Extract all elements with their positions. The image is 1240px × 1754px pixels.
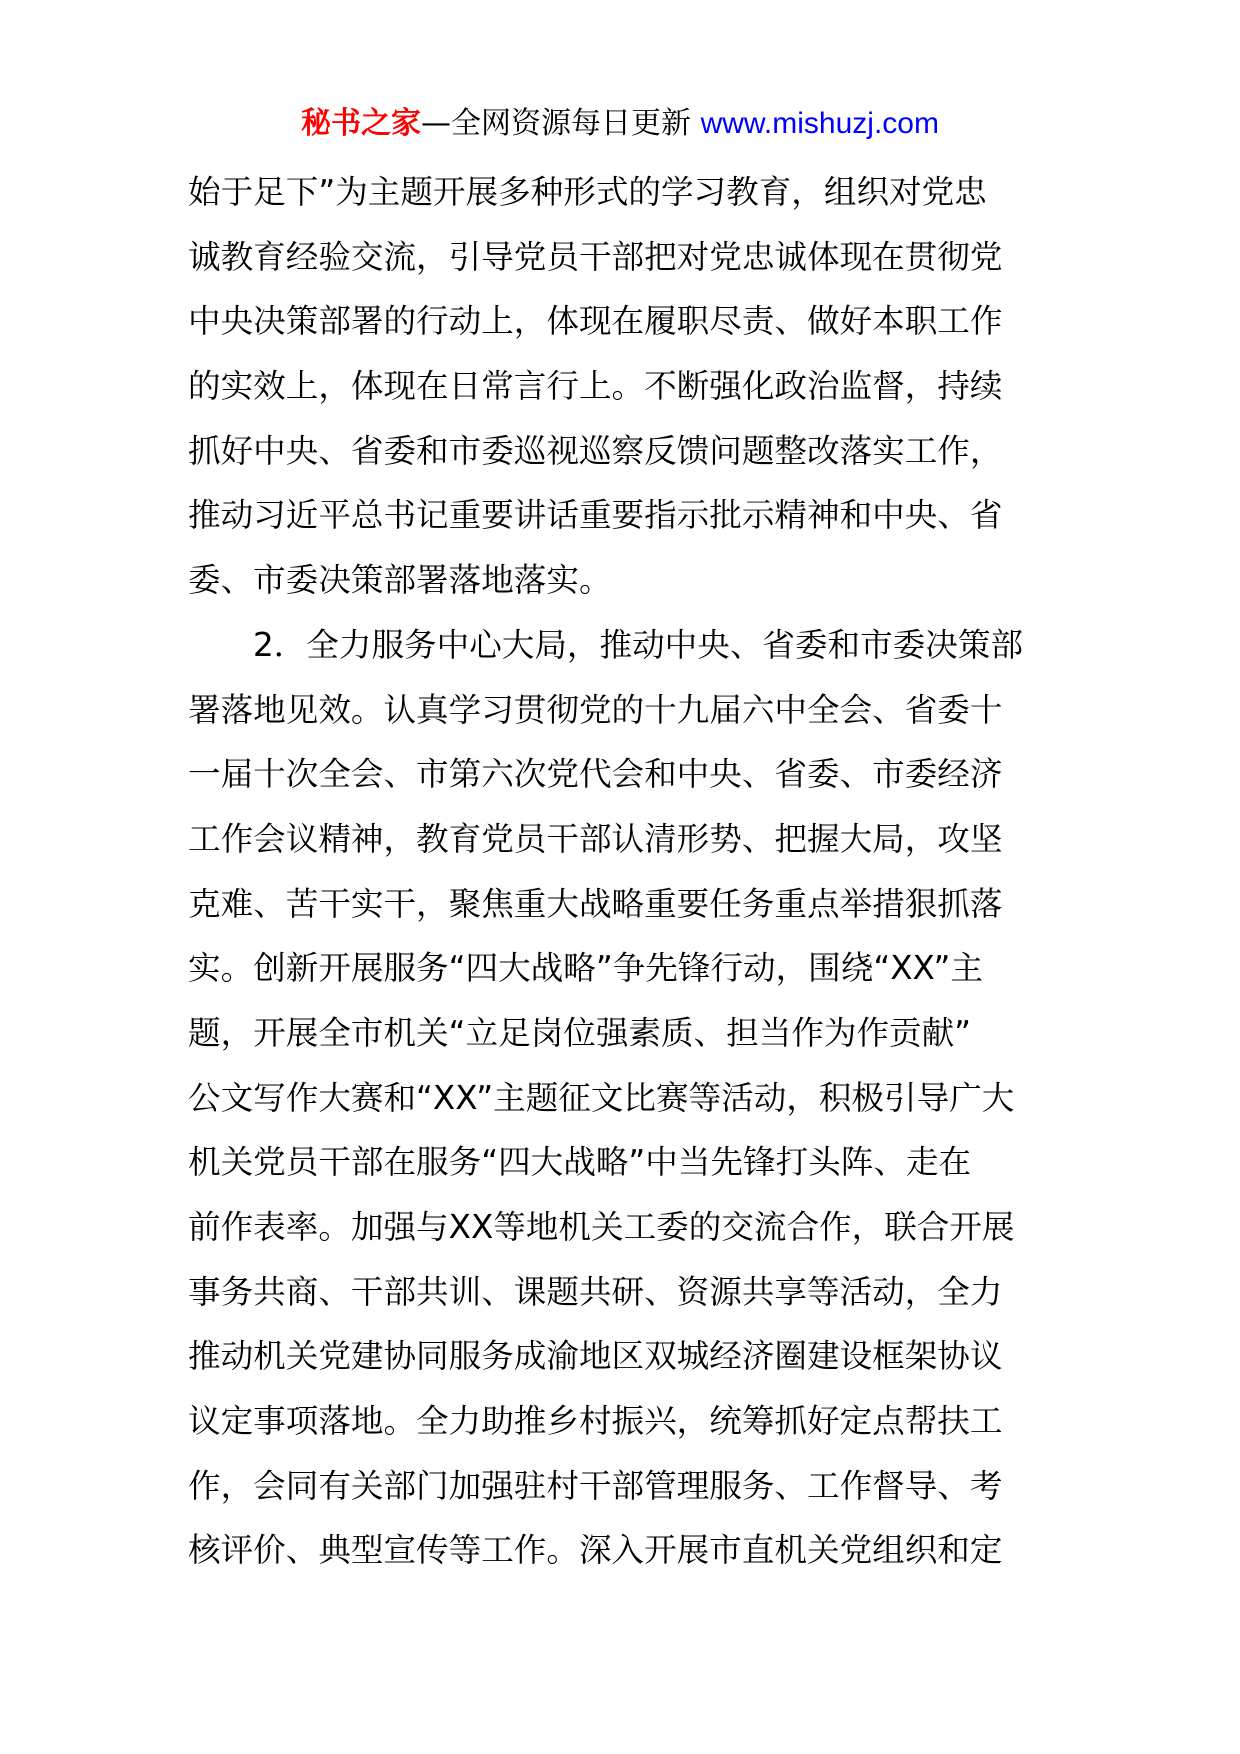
- text-line: 署落地见效。认真学习贯彻党的十九届六中全会、省委十: [188, 690, 1003, 729]
- text-line: 的实效上，体现在日常言行上。不断强化政治监督，持续: [188, 367, 1003, 406]
- text-line: 委、市委决策部署落地落实。: [188, 561, 612, 600]
- document-body: [188, 160, 1058, 1583]
- text-line: 2．全力服务中心大局，推动中央、省委和市委决策部: [253, 625, 1024, 664]
- text-line: 中央决策部署的行动上，体现在履职尽责、做好本职工作: [188, 302, 1003, 341]
- text-line: 实。创新开展服务“四大战略”争先锋行动，围绕“XX”主: [188, 949, 983, 988]
- site-brand: 秘书之家: [301, 106, 422, 141]
- text-line: 始于足下”为主题开展多种形式的学习教育，组织对党忠: [188, 173, 987, 211]
- text-line: 一届十次全会、市第六次党代会和中央、省委、市委经济: [188, 755, 1003, 794]
- text-line: 公文写作大赛和“XX”主题征文比赛等活动，积极引导广大: [188, 1078, 1015, 1117]
- text-line: 议定事项落地。全力助推乡村振兴，统筹抓好定点帮扶工: [188, 1402, 1003, 1441]
- text-line: 作，会同有关部门加强驻村干部管理服务、工作督导、考: [188, 1466, 1003, 1505]
- text-line: 推动习近平总书记重要讲话重要指示批示精神和中央、省: [188, 496, 1003, 535]
- text-line: 克难、苦干实干，聚焦重大战略重要任务重点举措狠抓落: [188, 884, 1003, 923]
- text-line: 前作表率。加强与XX等地机关工委的交流合作，联合开展: [188, 1208, 1015, 1246]
- text-line: 题，开展全市机关“立足岗位强素质、担当作为作贡献”: [188, 1013, 972, 1052]
- text-line: 工作会议精神，教育党员干部认清形势、把握大局，攻坚: [188, 819, 1003, 858]
- text-line: 推动机关党建协同服务成渝地区双城经济圈建设框架协议: [188, 1337, 1003, 1376]
- site-url-link[interactable]: www.mishuzj.com: [700, 107, 939, 140]
- text-line: 抓好中央、省委和市委巡视巡察反馈问题整改落实工作，: [188, 431, 1003, 470]
- text-line: 事务共商、干部共训、课题共研、资源共享等活动，全力: [188, 1272, 1003, 1311]
- text-line: 机关党员干部在服务“四大战略”中当先锋打头阵、走在: [188, 1143, 972, 1182]
- text-line: 诚教育经验交流，引导党员干部把对党忠诚体现在贯彻党: [188, 237, 1003, 276]
- text-line: 核评价、典型宣传等工作。深入开展市直机关党组织和定: [188, 1531, 1003, 1570]
- site-tagline: —全网资源每日更新: [421, 106, 692, 141]
- site-header: [0, 102, 1240, 146]
